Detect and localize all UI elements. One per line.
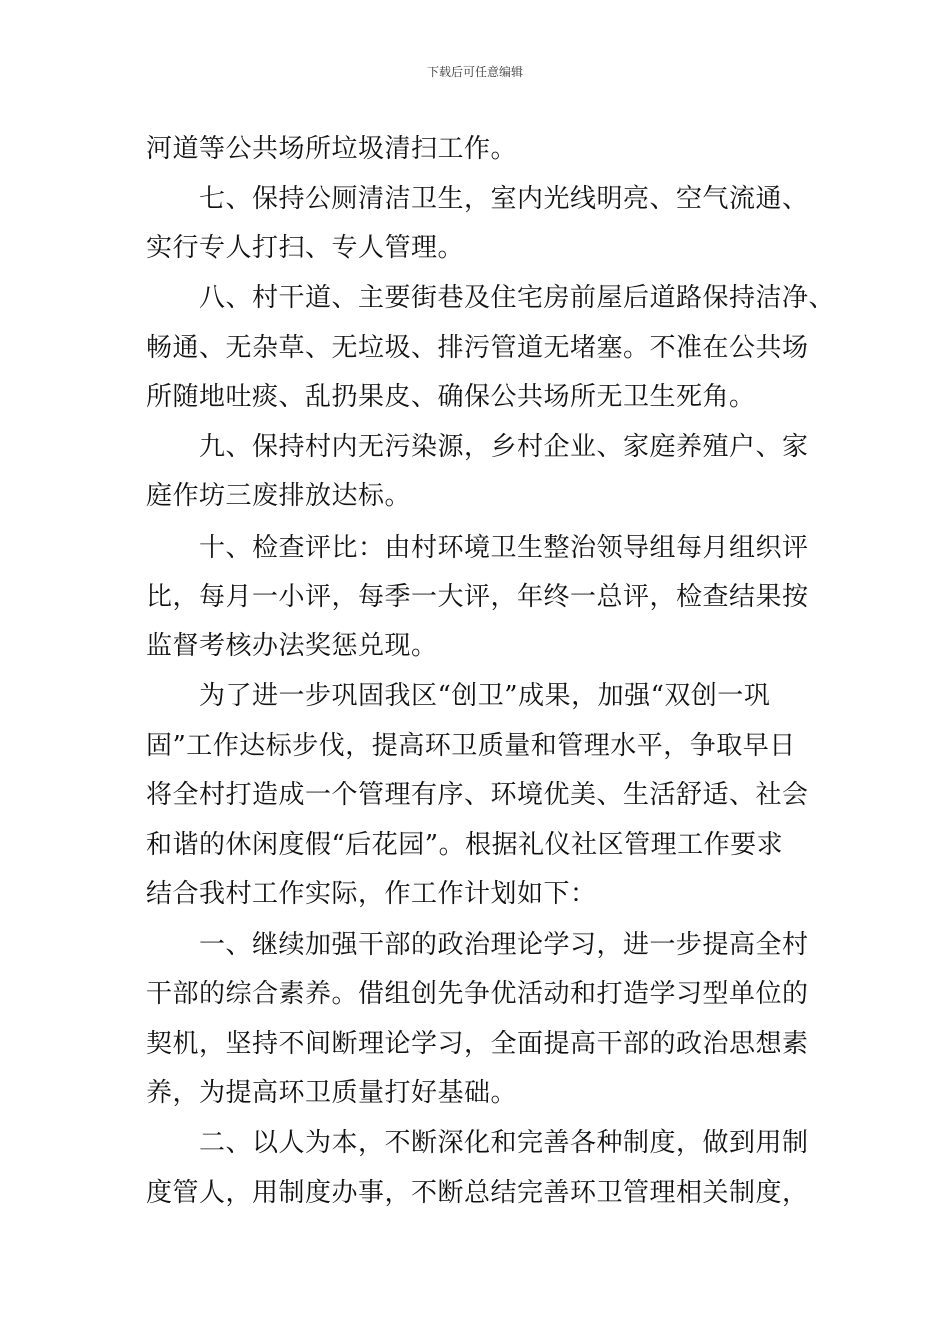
text-line: 契机，坚持不间断理论学习，全面提高干部的政治思想素 (146, 1029, 809, 1059)
text-line: 固”工作达标步伐，提高环卫质量和管理水平，争取早日 (146, 731, 796, 761)
text-line: 比，每月一小评，每季一大评，年终一总评，检查结果按 (146, 582, 809, 612)
text-line: 畅通、无杂草、无垃圾、排污管道无堵塞。不准在公共场 (146, 333, 809, 363)
text-line: 河道等公共场所垃圾清扫工作。 (146, 134, 518, 164)
text-line: 和谐的休闲度假“后花园”。根据礼仪社区管理工作要求 (146, 830, 784, 860)
text-line: 为了进一步巩固我区“创卫”成果，加强“双创一巩 (199, 681, 771, 711)
text-line: 七、保持公厕清洁卫生，室内光线明亮、空气流通、 (199, 184, 809, 214)
text-line: 度管人，用制度办事，不断总结完善环卫管理相关制度， (146, 1178, 809, 1208)
text-line: 实行专人打扫、专人管理。 (146, 233, 465, 263)
text-line: 养，为提高环卫质量打好基础。 (146, 1078, 518, 1108)
text-line: 监督考核办法奖惩兑现。 (146, 631, 438, 661)
text-line: 将全村打造成一个管理有序、环境优美、生活舒适、社会 (146, 780, 809, 810)
page-header: 下载后可任意编辑 (426, 65, 523, 79)
text-line: 庭作坊三废排放达标。 (146, 481, 412, 511)
text-line: 九、保持村内无污染源，乡村企业、家庭养殖户、家 (199, 432, 809, 462)
text-line: 所随地吐痰、乱扔果皮、确保公共场所无卫生死角。 (146, 382, 756, 412)
text-line: 八、村干道、主要街巷及住宅房前屋后道路保持洁净、 (199, 283, 836, 313)
text-line: 结合我村工作实际，作工作计划如下： (146, 879, 597, 909)
text-line: 干部的综合素养。借组创先争优活动和打造学习型单位的 (146, 979, 809, 1009)
text-line: 一、继续加强干部的政治理论学习，进一步提高全村 (199, 930, 809, 960)
text-line: 十、检查评比：由村环境卫生整治领导组每月组织评 (199, 533, 809, 563)
text-line: 二、以人为本，不断深化和完善各种制度，做到用制 (199, 1128, 809, 1158)
